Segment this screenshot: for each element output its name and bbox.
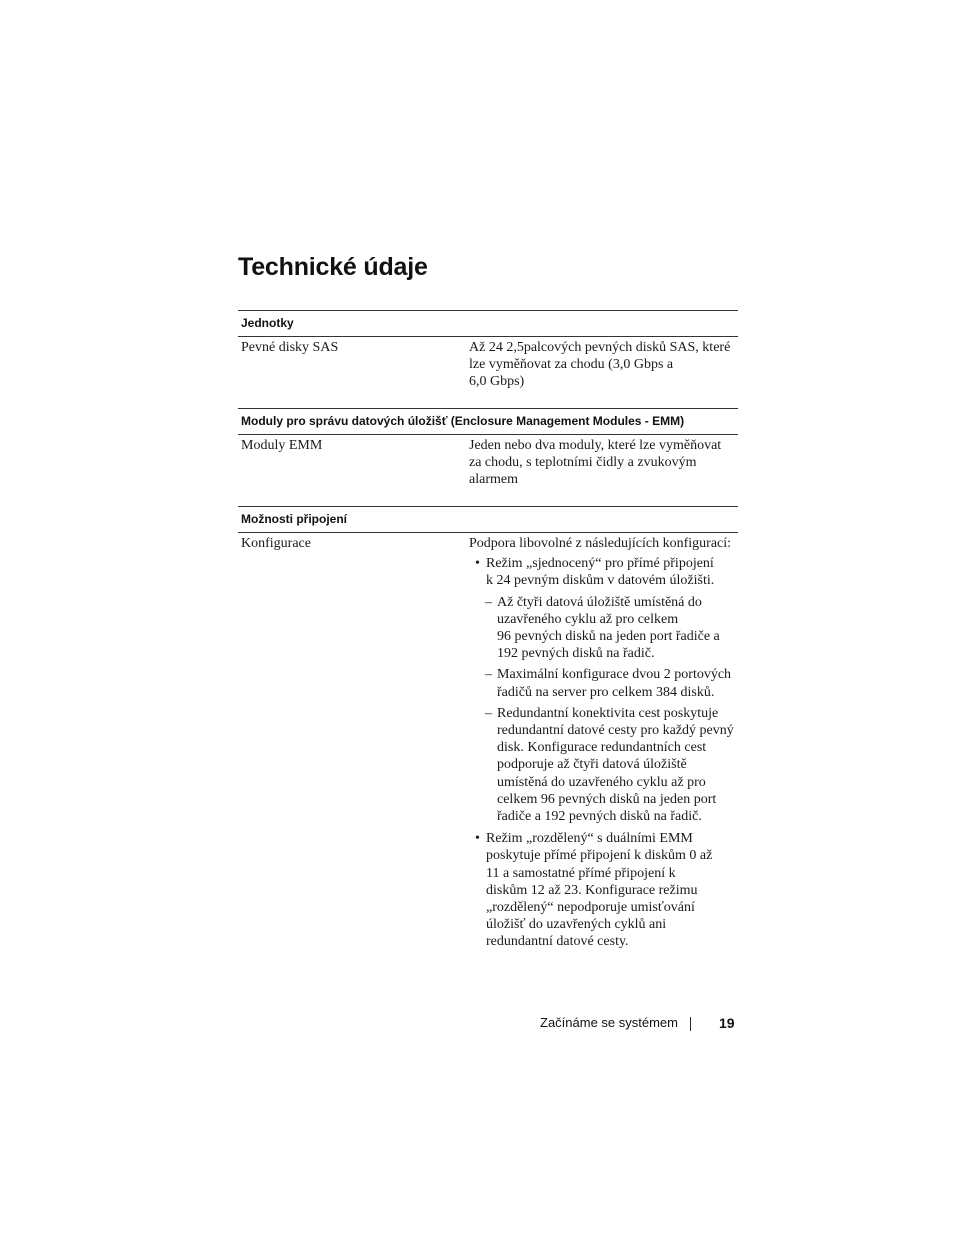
- spec-row-sas-drives: [238, 337, 738, 409]
- bullet-line: 11 a samostatné přímé připojení k: [486, 865, 676, 881]
- page-number: 19: [719, 1015, 735, 1031]
- bullet-item: [469, 555, 737, 589]
- bullet-line: úložišť do uzavřených cyklů ani: [486, 917, 667, 933]
- dash-item: [469, 705, 737, 825]
- bullet-line: redundantní datové cesty.: [486, 934, 629, 950]
- value-line: alarmem: [469, 472, 518, 488]
- dash-line: umístěná do uzavřeného cyklu až pro: [497, 774, 706, 790]
- value-line: Jeden nebo dva moduly, které lze vyměňovat: [469, 438, 722, 453]
- spec-label: Moduly EMM: [241, 438, 323, 453]
- dash-line: řadičů na server pro celkem 384 disků.: [497, 684, 715, 700]
- spec-value: [469, 533, 737, 951]
- value-line: lze vyměňovat za chodu (3,0 Gbps a: [469, 357, 674, 373]
- page-title: Technické údaje: [238, 253, 428, 281]
- dash-line: 192 pevných disků na řadič.: [497, 646, 655, 662]
- dash-line: – Redundantní konektivita cest poskytuje: [497, 705, 719, 721]
- dash-line: – Až čtyři datová úložiště umístěná do: [497, 594, 702, 610]
- footer-divider: [690, 1017, 691, 1031]
- dash-line: – Maximální konfigurace dvou 2 portových: [497, 667, 732, 683]
- bullet-line: diskům 12 až 23. Konfigurace režimu: [486, 882, 698, 898]
- spec-value: [469, 337, 737, 391]
- config-intro: Podpora libovolné z následujících konfigurací:: [469, 536, 732, 551]
- dash-item: [469, 594, 737, 663]
- spec-label: Konfigurace: [241, 536, 311, 551]
- value-line: za chodu, s teplotními čidly a zvukovým: [469, 455, 697, 471]
- spec-label: Pevné disky SAS: [241, 340, 339, 355]
- bullet-line: k 24 pevným diskům v datovém úložišti.: [486, 573, 715, 589]
- dash-line: řadiče a 192 pevných disků na řadič.: [497, 809, 702, 825]
- footer-text: Začínáme se systémem: [540, 1015, 678, 1030]
- bullet-line: „rozdělený“ nepodporuje umisťování: [486, 900, 695, 916]
- dash-line: disk. Konfigurace redundantních cest: [497, 740, 707, 756]
- spec-row-emm: [238, 435, 738, 507]
- dash-line: redundantní datové cesty pro každý pevný: [497, 723, 734, 739]
- spec-table: [238, 310, 738, 951]
- bullet-line: • Režim „sjednocený“ pro přímé připojení: [486, 556, 714, 572]
- value-line: 6,0 Gbps): [469, 374, 525, 390]
- spec-row-configuration: [238, 533, 738, 951]
- dash-line: celkem 96 pevných disků na jeden port: [497, 791, 717, 807]
- section-heading-drives: Jednotky: [238, 311, 738, 337]
- value-line: Až 24 2,5palcových pevných disků SAS, které: [469, 340, 731, 355]
- bullet-item: [469, 830, 737, 950]
- dash-line: 96 pevných disků na jeden port řadiče a: [497, 629, 720, 645]
- bullet-line: • Režim „rozdělený“ s duálními EMM: [486, 831, 693, 847]
- bullet-line: poskytuje přímé připojení k diskům 0 až: [486, 848, 713, 864]
- spec-value: [469, 435, 737, 489]
- section-heading-emm: Moduly pro správu datových úložišť (Enclosure Management Modules - EMM): [238, 409, 738, 435]
- section-heading-connectivity: Možnosti připojení: [238, 507, 738, 533]
- dash-line: podporuje až čtyři datová úložiště: [497, 757, 687, 773]
- dash-item: [469, 666, 737, 700]
- dash-line: uzavřeného cyklu až pro celkem: [497, 611, 679, 627]
